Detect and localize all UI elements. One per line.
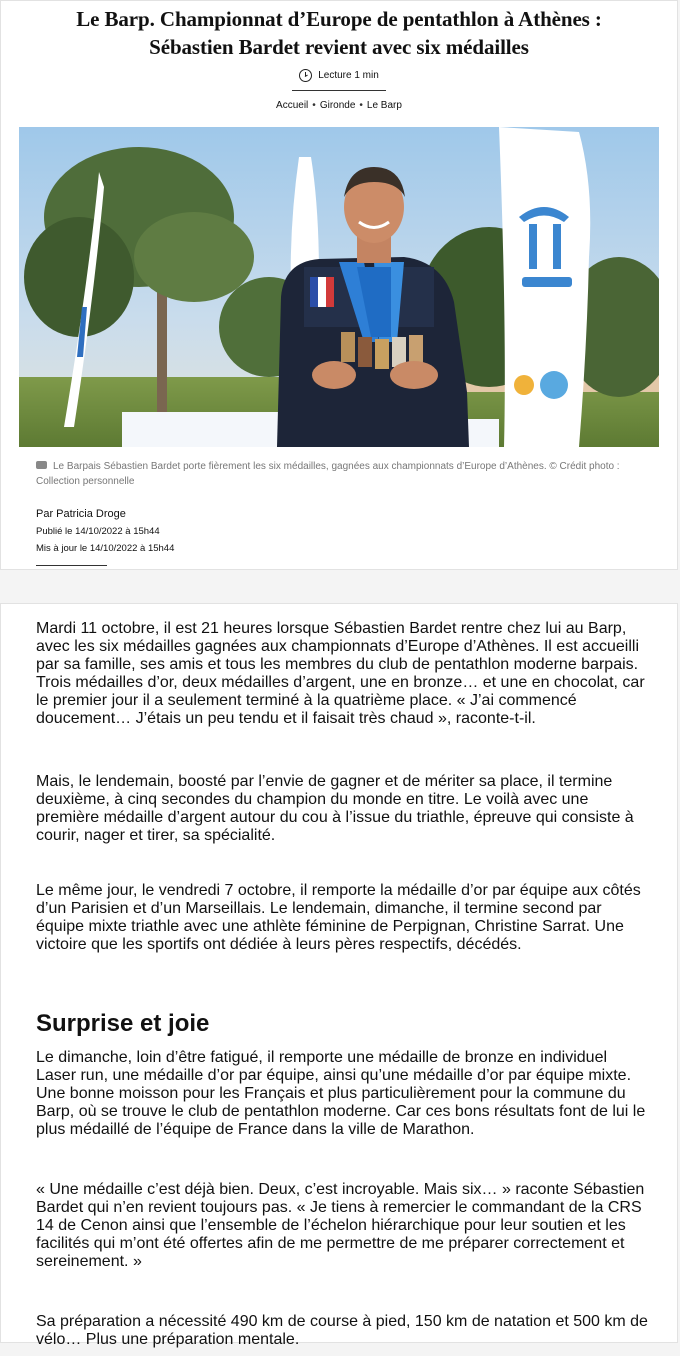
- clock-icon: [299, 69, 312, 82]
- breadcrumb-separator: •: [359, 100, 363, 111]
- camera-icon: [36, 461, 47, 469]
- article-header-card: [0, 0, 678, 570]
- article-author[interactable]: Par Patricia Droge: [36, 508, 126, 520]
- photo-caption: [36, 459, 636, 489]
- article-body-card: [0, 603, 678, 1348]
- breadcrumb-accueil[interactable]: Accueil: [276, 100, 309, 111]
- title-line-1: Le Barp. Championnat d’Europe de pentathlon à Athènes :: [76, 7, 602, 31]
- athlete-photo-illustration: [19, 127, 659, 447]
- paragraph-6: Sa préparation a nécessité 490 km de course à pied, 150 km de natation et 500 km de vélo… Plus une préparation mentale.: [36, 1313, 648, 1348]
- paragraph-4: Le dimanche, loin d’être fatigué, il remporte une médaille de bronze en individuel Laser run, une médaille d’or par équipe, ainsi qu’une médaille d’or par équipe mixte. Une bonne moisson pour les Français et plus particulièrement pour la commune du Barp, où se trouve le club de pentathlon moderne. Car ces bons résultats font de lui le plus médaillé de l’équipe de France dans la ville de Marathon.: [36, 1049, 646, 1138]
- byline-divider: [36, 565, 107, 566]
- section-heading: Surprise et joie: [36, 1009, 210, 1037]
- article-photo: [19, 127, 659, 447]
- reading-time: [1, 69, 677, 82]
- title-line-2: Sébastien Bardet revient avec six médailles: [149, 35, 529, 59]
- breadcrumb-separator: •: [312, 100, 316, 111]
- paragraph-1: Mardi 11 octobre, il est 21 heures lorsque Sébastien Bardet rentre chez lui au Barp, avec les six médailles gagnées aux championnats d’Europe d’Athènes. Il est accueilli par sa famille, ses amis et tous les membres du club de pentathlon moderne barpais. Trois médailles d’or, deux médailles d’argent, une en bronze… et une en chocolat, car le premier jour il a seulement terminé à la quatrième place. « J’ai commencé doucement… J’étais un peu tendu et il faisait très chaud », raconte-t-il.: [36, 620, 645, 727]
- breadcrumb: [1, 100, 677, 111]
- breadcrumb-le-barp[interactable]: Le Barp: [366, 100, 402, 111]
- header-divider: [292, 90, 386, 91]
- breadcrumb-gironde[interactable]: Gironde: [319, 100, 356, 111]
- article-title: [1, 1, 677, 61]
- photo-caption-text: Le Barpais Sébastien Bardet porte fièrement les six médailles, gagnées aux championnats d’Europe d’Athènes. © Crédit photo : Collection personnelle: [36, 461, 620, 487]
- updated-date: Mis à jour le 14/10/2022 à 15h44: [36, 543, 175, 554]
- paragraph-5: « Une médaille c’est déjà bien. Deux, c’est incroyable. Mais six… » raconte Sébastien Bardet qui n’en revient toujours pas. « Je tiens à remercier le commandant de la CRS 14 de Cenon ainsi que l’ensemble de l’échelon hiérarchique pour leur soutien et les facilités qui m’ont été offertes afin de me permettre de me préparer correctement et sereinement. »: [36, 1181, 645, 1270]
- reading-time-label: Lecture 1 min: [318, 70, 379, 81]
- paragraph-3: Le même jour, le vendredi 7 octobre, il remporte la médaille d’or par équipe aux côtés d’un Parisien et d’un Marseillais. Le lendemain, dimanche, il termine second par équipe mixte triathle avec une athlète féminine de Perpignan, Christine Sarrat. Une victoire que les sportifs ont dédiée à leurs pères respectifs, décédés.: [36, 882, 641, 953]
- published-date: Publié le 14/10/2022 à 15h44: [36, 526, 160, 537]
- paragraph-2: Mais, le lendemain, boosté par l’envie de gagner et de mériter sa place, il termine deuxième, à cinq secondes du champion du monde en titre. Le voilà avec une première médaille d’argent autour du cou à l’issue du triathle, épreuve qui consiste à courir, nager et tirer, sa spécialité.: [36, 773, 634, 844]
